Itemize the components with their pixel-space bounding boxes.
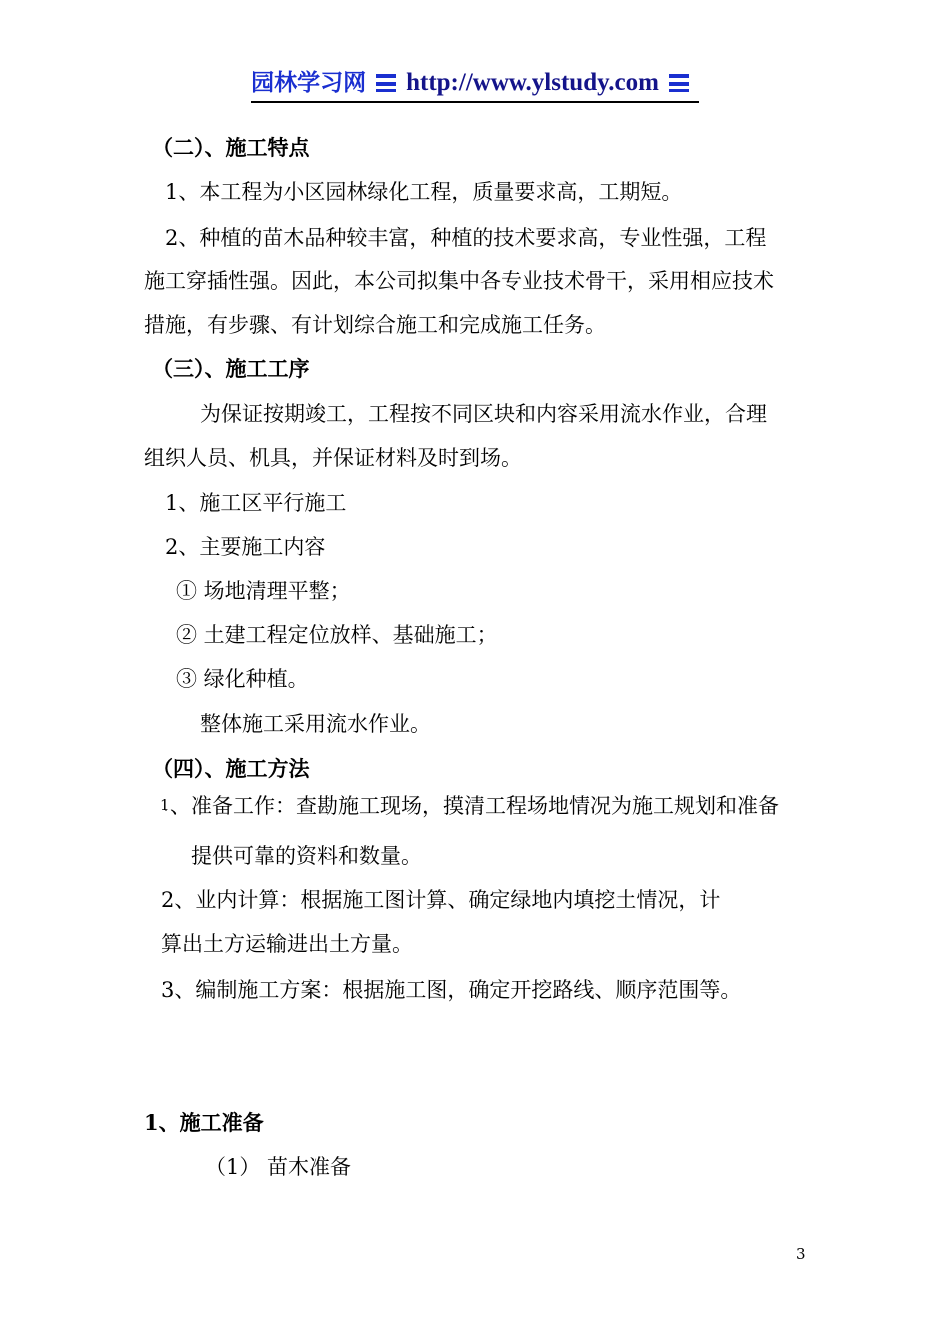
separator-icon: [669, 74, 689, 92]
list-item: ② 土建工程定位放样、基础施工；: [176, 623, 498, 647]
paragraph: 3、编制施工方案：根据施工图，确定开挖路线、顺序范围等。: [161, 978, 742, 1002]
page-number: 3: [796, 1245, 806, 1263]
list-item: ① 场地清理平整；: [176, 579, 351, 603]
header-banner: [251, 68, 699, 103]
list-item: 2、主要施工内容: [165, 535, 326, 559]
section-heading-3: （三）、施工工序: [152, 356, 310, 381]
paragraph: 为保证按期竣工，工程按不同区块和内容采用流水作业，合理: [200, 402, 767, 426]
page-header: [0, 68, 950, 103]
paragraph: 措施，有步骤、有计划综合施工和完成施工任务。: [144, 313, 606, 337]
paragraph: 1、本工程为小区园林绿化工程，质量要求高，工期短。: [165, 180, 683, 204]
dots-mark: ˙˙: [163, 808, 175, 822]
paragraph: 、准备工作：查勘施工现场，摸清工程场地情况为施工规划和准备: [170, 794, 779, 818]
list-item: 1、施工区平行施工: [165, 491, 347, 515]
paragraph: 组织人员、机具，并保证材料及时到场。: [144, 446, 522, 470]
paragraph: 2、种植的苗木品种较丰富，种植的技术要求高，专业性强，工程: [165, 226, 767, 250]
site-brand: 园林学习网: [251, 70, 367, 96]
paragraph: 提供可靠的资料和数量。: [191, 844, 422, 868]
section-heading-4: （四）、施工方法: [152, 756, 310, 781]
separator-icon: [376, 74, 396, 92]
subsection-heading: 1、施工准备: [144, 1110, 264, 1135]
paragraph: 施工穿插性强。因此，本公司拟集中各专业技术骨干，采用相应技术: [144, 269, 774, 293]
list-number: 1: [160, 796, 170, 814]
paragraph: 整体施工采用流水作业。: [200, 712, 431, 736]
site-url[interactable]: http://www.ylstudy.com: [406, 69, 659, 96]
list-item: （1） 苗木准备: [205, 1155, 352, 1179]
section-heading-2: （二）、施工特点: [152, 135, 310, 160]
paragraph: 2、业内计算：根据施工图计算、确定绿地内填挖土情况，计: [161, 888, 721, 912]
paragraph: 算出土方运输进出土方量。: [161, 932, 413, 956]
list-item: ③ 绿化种植。: [176, 667, 309, 691]
